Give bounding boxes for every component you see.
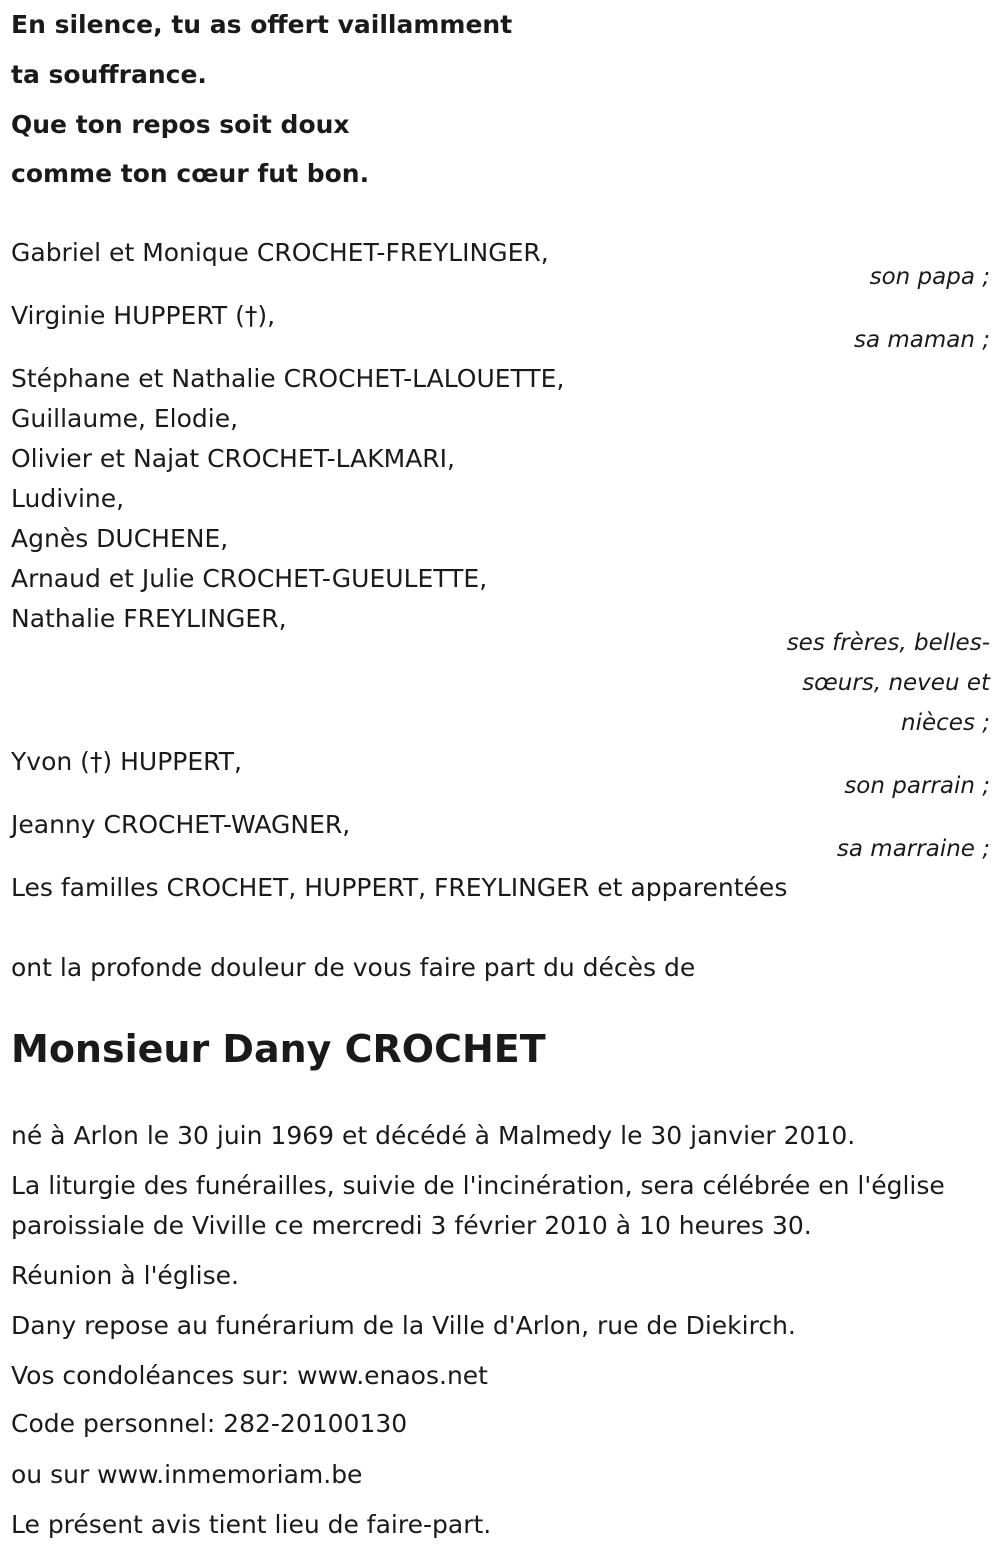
poem-line-1: En silence, tu as offert vaillamment	[11, 10, 513, 39]
rest-line: Dany repose au funérarium de la Ville d'Arlon, rue de Diekirch.	[11, 1311, 796, 1340]
siblings-relation-line-1: ses frères, belles-	[786, 630, 990, 656]
sibling-line: Stéphane et Nathalie CROCHET-LALOUETTE,	[11, 364, 565, 393]
poem-line-4: comme ton cœur fut bon.	[11, 159, 370, 188]
father-name: Gabriel et Monique CROCHET-FREYLINGER,	[11, 238, 549, 267]
godfather-relation: son parrain ;	[844, 773, 990, 799]
code-line: Code personnel: 282-20100130	[11, 1409, 408, 1438]
godmother-relation: sa marraine ;	[836, 836, 990, 862]
families-line: Les familles CROCHET, HUPPERT, FREYLINGER et apparentées	[11, 873, 788, 902]
sibling-line: Olivier et Najat CROCHET-LAKMARI,	[11, 444, 455, 473]
mother-relation: sa maman ;	[853, 327, 990, 353]
siblings-relation-line-2: sœurs, neveu et	[802, 670, 990, 696]
liturgy-line-2: paroissiale de Viville ce mercredi 3 février 2010 à 10 heures 30.	[11, 1211, 812, 1240]
sibling-line: Guillaume, Elodie,	[11, 404, 239, 433]
alt-site-line: ou sur www.inmemoriam.be	[11, 1460, 363, 1489]
sibling-line: Arnaud et Julie CROCHET-GUEULETTE,	[11, 564, 488, 593]
godfather-name: Yvon (†) HUPPERT,	[11, 747, 242, 776]
poem-line-2: ta souffrance.	[11, 60, 207, 89]
meeting-line: Réunion à l'église.	[11, 1261, 239, 1290]
condolences-line: Vos condoléances sur: www.enaos.net	[11, 1361, 488, 1390]
sibling-line: Nathalie FREYLINGER,	[11, 604, 287, 633]
sibling-line: Ludivine,	[11, 484, 125, 513]
sibling-line: Agnès DUCHENE,	[11, 524, 229, 553]
liturgy-line-1: La liturgie des funérailles, suivie de l'incinération, sera célébrée en l'église	[11, 1171, 945, 1200]
poem-line-3: Que ton repos soit doux	[11, 110, 350, 139]
siblings-relation-line-3: nièces ;	[901, 710, 990, 736]
deceased-name: Monsieur Dany CROCHET	[11, 1027, 546, 1071]
notice-line: Le présent avis tient lieu de faire-part.	[11, 1510, 492, 1539]
announcement-text: ont la profonde douleur de vous faire part du décès de	[11, 953, 696, 982]
birth-death-line: né à Arlon le 30 juin 1969 et décédé à Malmedy le 30 janvier 2010.	[11, 1121, 856, 1150]
godmother-name: Jeanny CROCHET-WAGNER,	[11, 810, 351, 839]
father-relation: son papa ;	[869, 264, 990, 290]
mother-name: Virginie HUPPERT (†),	[11, 301, 276, 330]
